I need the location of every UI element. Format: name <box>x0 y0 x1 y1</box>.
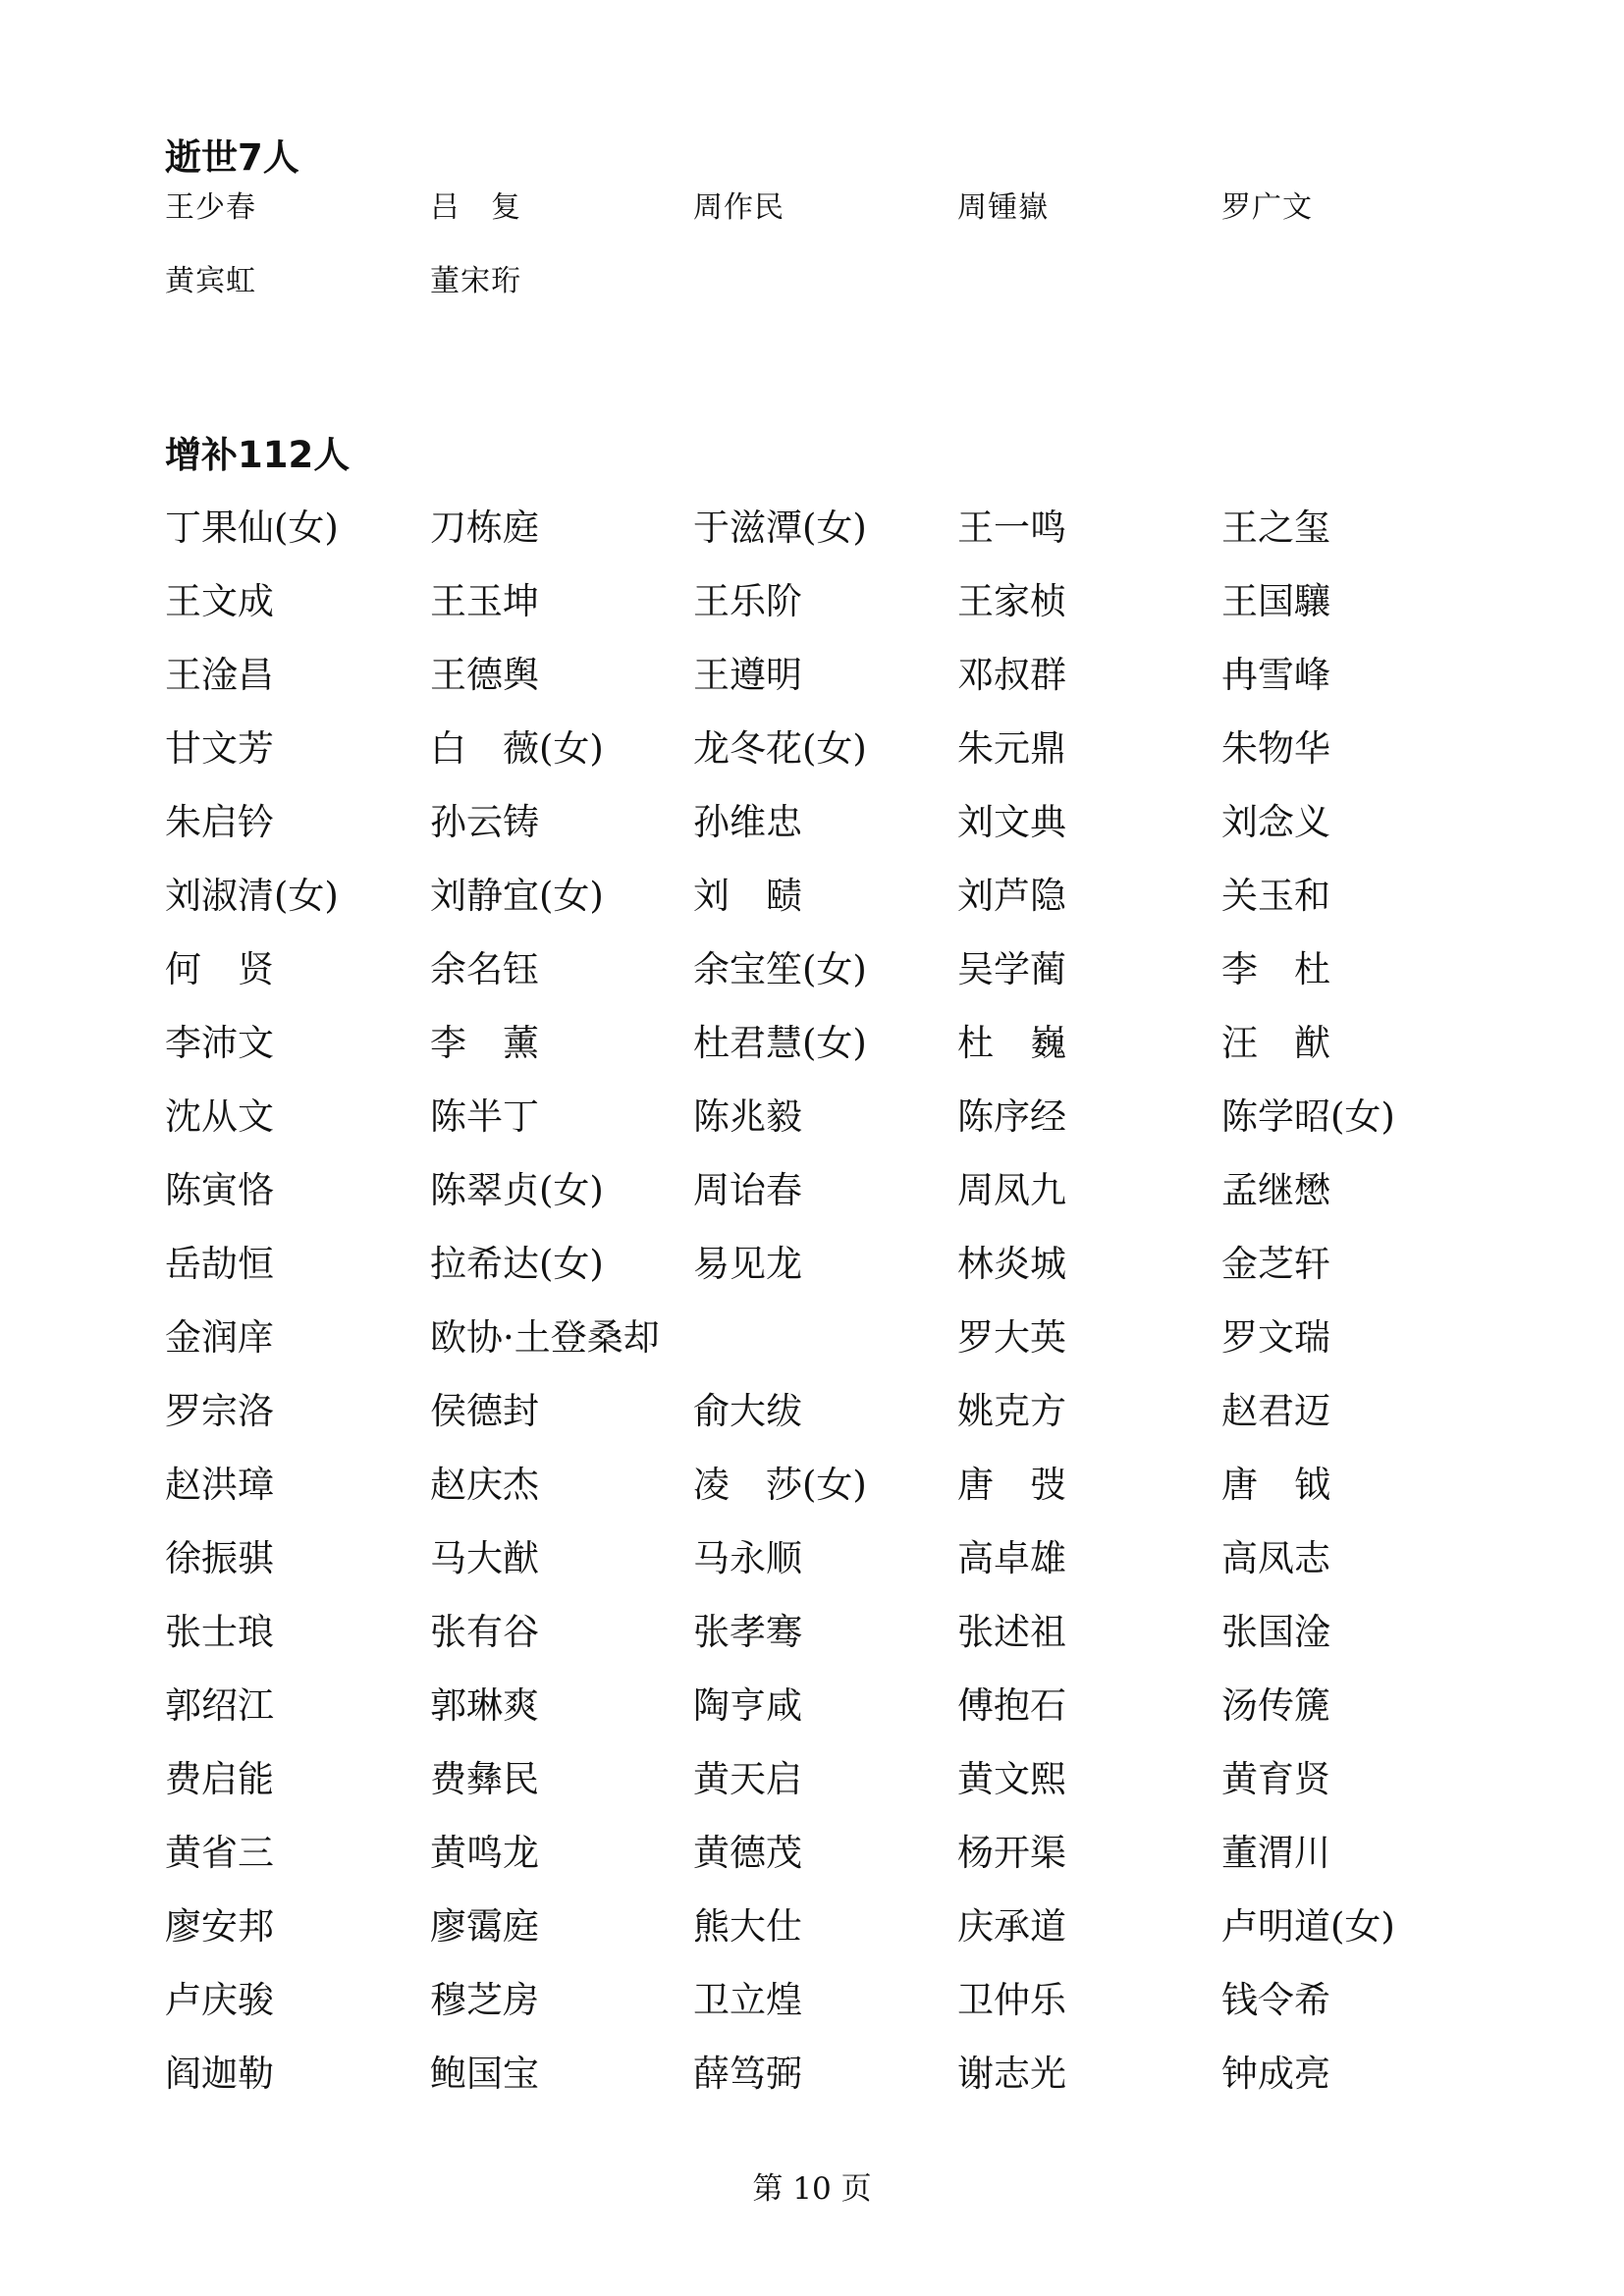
name-entry: 欧协·土登桑却 <box>430 1316 660 1359</box>
name-entry: 谢志光 <box>957 2053 1066 2095</box>
name-entry: 拉希达(女) <box>430 1243 604 1285</box>
name-entry: 陈翠贞(女) <box>430 1169 604 1211</box>
name-entry: 杜 巍 <box>957 1022 1066 1064</box>
name-entry: 周作民 <box>693 190 785 225</box>
name-entry: 侯德封 <box>430 1390 539 1432</box>
name-entry: 赵君迈 <box>1221 1390 1330 1432</box>
name-entry: 杜君慧(女) <box>693 1022 867 1064</box>
name-entry: 马大猷 <box>430 1537 539 1579</box>
name-entry: 刘 赜 <box>693 875 802 917</box>
name-entry: 庆承道 <box>957 1905 1066 1948</box>
name-entry: 张士琅 <box>165 1611 274 1653</box>
name-entry: 傅抱石 <box>957 1684 1066 1727</box>
name-entry: 薛笃弼 <box>693 2053 802 2095</box>
name-entry: 廖霭庭 <box>430 1905 539 1948</box>
name-entry: 沈从文 <box>165 1095 274 1138</box>
section-heading-deceased: 逝世7人 <box>165 136 299 179</box>
name-entry: 罗文瑞 <box>1221 1316 1330 1359</box>
name-entry: 钟成亮 <box>1221 2053 1330 2095</box>
name-entry: 易见龙 <box>693 1243 802 1285</box>
name-entry: 熊大仕 <box>693 1905 802 1948</box>
name-entry: 周诒春 <box>693 1169 802 1211</box>
name-entry: 阎迦勒 <box>165 2053 274 2095</box>
name-entry: 周锺嶽 <box>957 190 1049 225</box>
name-entry: 卢明道(女) <box>1221 1905 1395 1948</box>
name-entry: 黄天启 <box>693 1758 802 1800</box>
name-entry: 何 贤 <box>165 948 274 990</box>
name-entry: 费启能 <box>165 1758 274 1800</box>
name-entry: 唐 弢 <box>957 1464 1066 1506</box>
name-entry: 鲍国宝 <box>430 2053 539 2095</box>
name-entry: 丁果仙(女) <box>165 507 339 549</box>
name-entry: 于滋潭(女) <box>693 507 867 549</box>
name-entry: 刘文典 <box>957 801 1066 843</box>
name-entry: 刀栋庭 <box>430 507 539 549</box>
name-entry: 孙云铸 <box>430 801 539 843</box>
name-entry: 王之玺 <box>1221 507 1330 549</box>
name-entry: 陈序经 <box>957 1095 1066 1138</box>
name-entry: 钱令希 <box>1221 1979 1330 2021</box>
name-entry: 金芝轩 <box>1221 1243 1330 1285</box>
name-entry: 吴学蔺 <box>957 948 1066 990</box>
name-entry: 罗广文 <box>1221 190 1313 225</box>
name-entry: 李沛文 <box>165 1022 274 1064</box>
name-entry: 陶亨咸 <box>693 1684 802 1727</box>
name-entry: 陈半丁 <box>430 1095 539 1138</box>
name-entry: 黄鸣龙 <box>430 1832 539 1874</box>
name-entry: 孟继懋 <box>1221 1169 1330 1211</box>
name-entry: 李 杜 <box>1221 948 1330 990</box>
name-entry: 周凤九 <box>957 1169 1066 1211</box>
page-number: 第 10 页 <box>752 2171 872 2207</box>
name-entry: 王家桢 <box>957 580 1066 622</box>
name-entry: 唐 钺 <box>1221 1464 1330 1506</box>
name-entry: 凌 莎(女) <box>693 1464 867 1506</box>
name-entry: 金润庠 <box>165 1316 274 1359</box>
name-entry: 王文成 <box>165 580 274 622</box>
name-entry: 王淦昌 <box>165 654 274 696</box>
name-entry: 张孝骞 <box>693 1611 802 1653</box>
name-entry: 冉雪峰 <box>1221 654 1330 696</box>
name-entry: 王乐阶 <box>693 580 802 622</box>
name-entry: 赵庆杰 <box>430 1464 539 1506</box>
name-entry: 吕 复 <box>430 190 521 225</box>
name-entry: 郭琳爽 <box>430 1684 539 1727</box>
name-entry: 卢庆骏 <box>165 1979 274 2021</box>
name-entry: 汪 猷 <box>1221 1022 1330 1064</box>
name-entry: 穆芝房 <box>430 1979 539 2021</box>
name-entry: 黄育贤 <box>1221 1758 1330 1800</box>
name-entry: 陈寅恪 <box>165 1169 274 1211</box>
name-entry: 董宋珩 <box>430 264 521 298</box>
name-entry: 马永顺 <box>693 1537 802 1579</box>
name-entry: 王国驤 <box>1221 580 1330 622</box>
name-entry: 黄省三 <box>165 1832 274 1874</box>
name-entry: 王玉坤 <box>430 580 539 622</box>
name-entry: 张国淦 <box>1221 1611 1330 1653</box>
name-entry: 费彝民 <box>430 1758 539 1800</box>
name-entry: 郭绍江 <box>165 1684 274 1727</box>
name-entry: 朱元鼎 <box>957 727 1066 770</box>
section-heading-added: 增补112人 <box>165 434 351 476</box>
name-entry: 余宝笙(女) <box>693 948 867 990</box>
name-entry: 刘芦隐 <box>957 875 1066 917</box>
name-entry: 刘念义 <box>1221 801 1330 843</box>
name-entry: 邓叔群 <box>957 654 1066 696</box>
name-entry: 黄文熙 <box>957 1758 1066 1800</box>
name-entry: 白 薇(女) <box>430 727 604 770</box>
name-entry: 陈兆毅 <box>693 1095 802 1138</box>
name-entry: 杨开渠 <box>957 1832 1066 1874</box>
name-entry: 张述祖 <box>957 1611 1066 1653</box>
name-entry: 罗宗洛 <box>165 1390 274 1432</box>
name-entry: 林炎城 <box>957 1243 1066 1285</box>
name-entry: 陈学昭(女) <box>1221 1095 1395 1138</box>
name-entry: 俞大绂 <box>693 1390 802 1432</box>
name-entry: 岳劼恒 <box>165 1243 274 1285</box>
name-entry: 朱物华 <box>1221 727 1330 770</box>
name-entry: 刘静宜(女) <box>430 875 604 917</box>
name-entry: 王一鸣 <box>957 507 1066 549</box>
name-entry: 刘淑清(女) <box>165 875 339 917</box>
name-entry: 张有谷 <box>430 1611 539 1653</box>
name-entry: 甘文芳 <box>165 727 274 770</box>
name-entry: 李 薰 <box>430 1022 539 1064</box>
name-entry: 赵洪璋 <box>165 1464 274 1506</box>
name-entry: 徐振骐 <box>165 1537 274 1579</box>
name-entry: 姚克方 <box>957 1390 1066 1432</box>
name-entry: 董渭川 <box>1221 1832 1330 1874</box>
name-entry: 朱启钤 <box>165 801 274 843</box>
name-entry: 龙冬花(女) <box>693 727 867 770</box>
name-entry: 卫仲乐 <box>957 1979 1066 2021</box>
name-entry: 王德舆 <box>430 654 539 696</box>
name-entry: 黄德茂 <box>693 1832 802 1874</box>
name-entry: 廖安邦 <box>165 1905 274 1948</box>
name-entry: 王少春 <box>165 190 256 225</box>
name-entry: 王遵明 <box>693 654 802 696</box>
name-entry: 罗大英 <box>957 1316 1066 1359</box>
name-entry: 孙维忠 <box>693 801 802 843</box>
name-entry: 汤传篪 <box>1221 1684 1330 1727</box>
name-entry: 余名钰 <box>430 948 539 990</box>
name-entry: 黄宾虹 <box>165 264 256 298</box>
name-entry: 高卓雄 <box>957 1537 1066 1579</box>
name-entry: 高凤志 <box>1221 1537 1330 1579</box>
name-entry: 卫立煌 <box>693 1979 802 2021</box>
name-entry: 关玉和 <box>1221 875 1330 917</box>
